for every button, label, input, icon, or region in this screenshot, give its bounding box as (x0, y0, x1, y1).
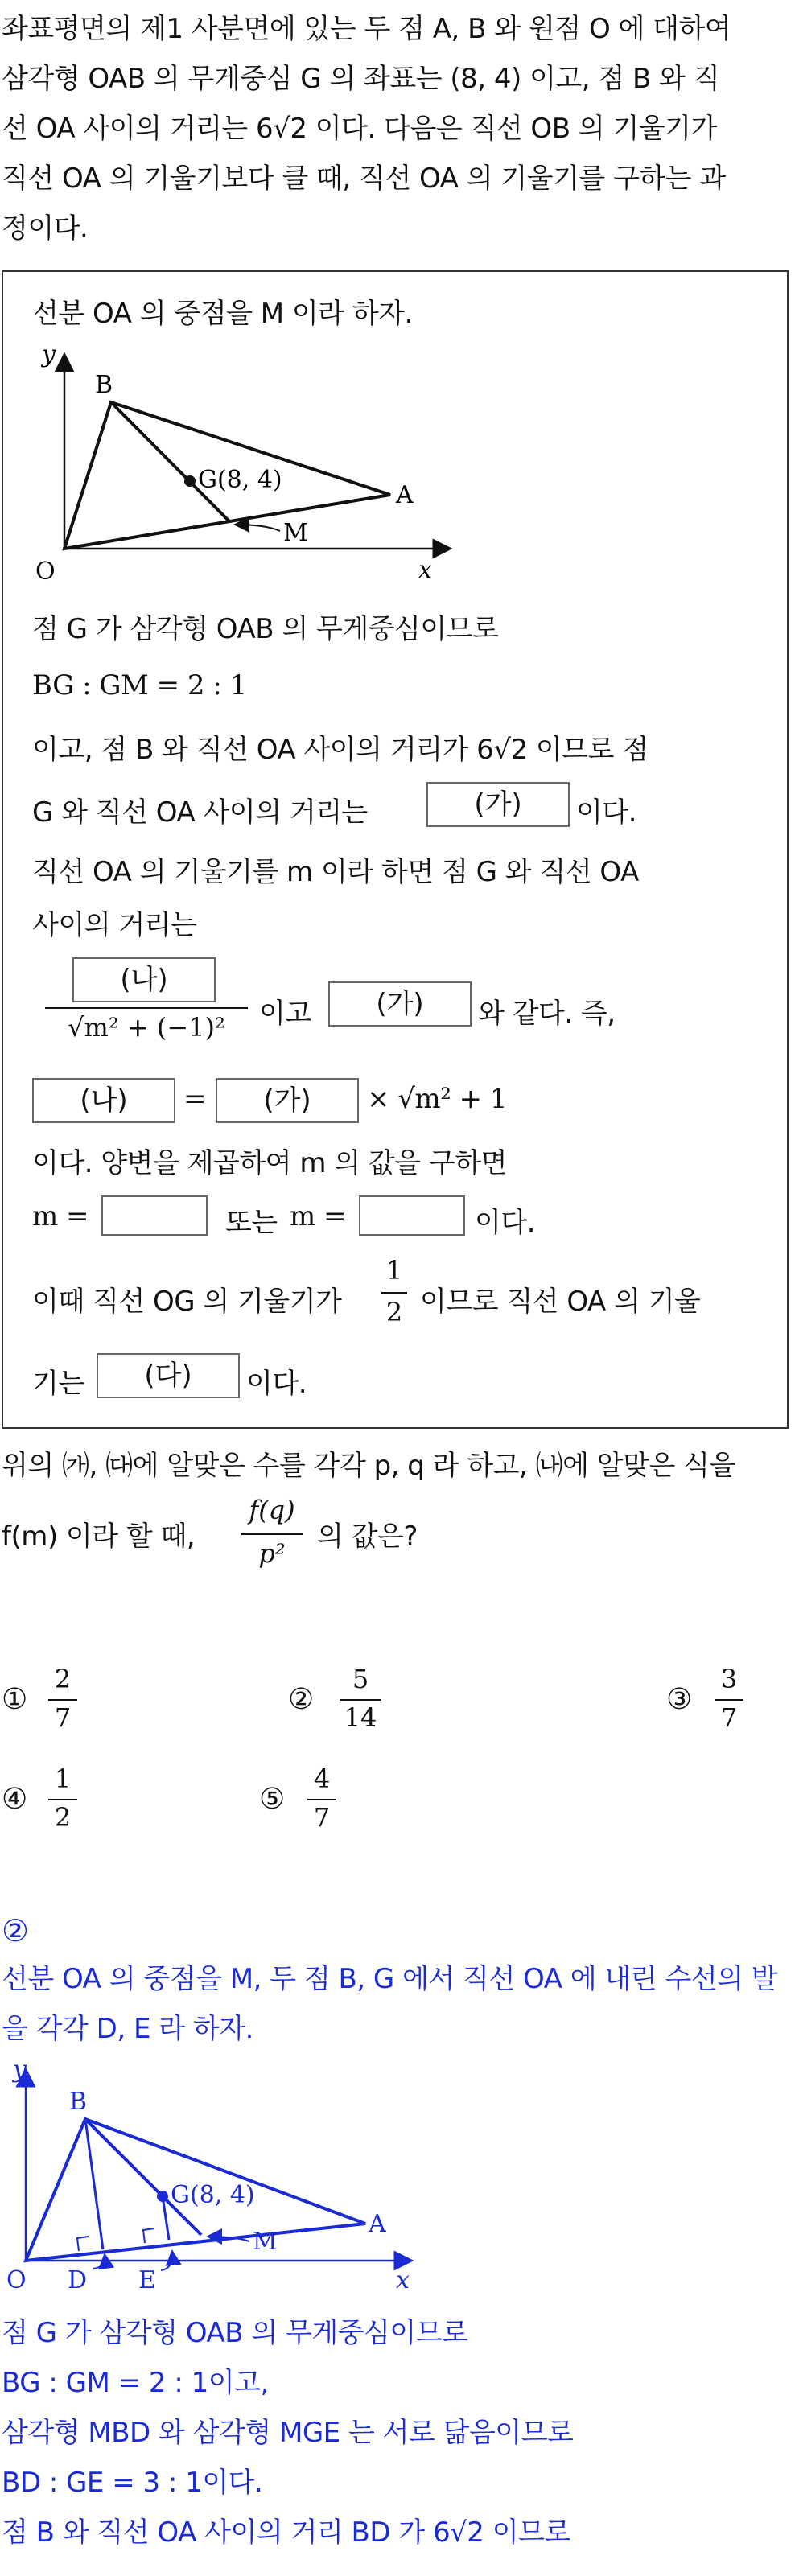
half-numerator: 1 (385, 1255, 403, 1286)
triangle-diagram (24, 338, 475, 595)
blank-na-2: (나) (32, 1078, 175, 1123)
solution-answer: ② (2, 1913, 29, 1948)
blank-ga: (가) (426, 782, 570, 827)
box-line-da-b: 이다. (246, 1368, 307, 1400)
fraction-bar (45, 1007, 248, 1009)
choice-3-bar (715, 1699, 743, 1701)
solution-line-3: 점 G 가 삼각형 OAB 의 무게중심이므로 (2, 2317, 468, 2349)
choice-mark: ② (288, 1683, 315, 1716)
choice-2[interactable] (288, 1683, 314, 1716)
box-line-da-a: 기는 (32, 1368, 84, 1400)
choice-mark: ⑤ (259, 1783, 286, 1816)
choice-1[interactable] (2, 1683, 27, 1716)
sol-point-D-label: D (68, 2266, 88, 2294)
choice-4[interactable] (2, 1783, 27, 1816)
choice-mark: ④ (2, 1783, 28, 1816)
choice-5-den: 7 (313, 1802, 331, 1833)
solution-line-1: 선분 OA 의 중점을 M, 두 점 B, G 에서 직선 OA 에 내린 수선의 발 (2, 1963, 778, 1995)
sol-point-M-label: M (253, 2228, 278, 2256)
fraction-denominator: √m² + (−1)² (68, 1012, 225, 1043)
choice-4-num: 1 (54, 1763, 72, 1794)
choice-2-num: 5 (352, 1664, 369, 1694)
blank-da: (다) (97, 1353, 240, 1398)
choice-mark: ③ (666, 1683, 693, 1716)
choice-1-den: 7 (54, 1702, 72, 1733)
choice-4-bar (48, 1799, 77, 1800)
box-line-square: 이다. 양변을 제곱하여 m 의 값을 구하면 (32, 1147, 507, 1179)
axis-x-label: x (418, 556, 432, 584)
axis-y-label: y (42, 340, 56, 368)
point-B-label: B (95, 371, 113, 399)
question-line-2a: f(m) 이라 할 때, (2, 1520, 196, 1553)
choice-3-num: 3 (720, 1664, 738, 1694)
blank-ga-3: (가) (216, 1078, 359, 1123)
box-line-og-a: 이때 직선 OG 의 기울기가 (32, 1286, 342, 1318)
box-line-m-end: 이다. (475, 1207, 535, 1239)
solution-diagram (2, 2053, 452, 2294)
sol-point-A-label: A (369, 2210, 386, 2238)
solution-line-7: 점 B 와 직선 OA 사이의 거리 BD 가 6√2 이므로 (2, 2516, 570, 2549)
box-line-midpoint: 선분 OA 의 중점을 M 이라 하자. (32, 298, 413, 330)
problem-line: 삼각형 OAB 의 무게중심 G 의 좌표는 (8, 4) 이고, 점 B 와 직 (2, 63, 720, 95)
choice-3[interactable] (666, 1683, 692, 1716)
problem-line: 정이다. (2, 212, 89, 245)
choice-3-den: 7 (720, 1702, 738, 1733)
problem-line: 직선 OA 의 기울기보다 클 때, 직선 OA 의 기울기를 구하는 과 (2, 163, 726, 195)
point-M-label: M (283, 519, 308, 547)
question-frac-bar (241, 1533, 303, 1535)
m-equals-2: m = (290, 1200, 347, 1232)
box-line-na-b: 와 같다. 즉, (478, 998, 616, 1030)
point-A-label: A (396, 481, 414, 509)
point-O-label: O (35, 558, 56, 586)
box-line-na-a: 이고 (259, 998, 311, 1030)
solution-line-5: 삼각형 MBD 와 삼각형 MGE 는 서로 닮음이므로 (2, 2417, 574, 2449)
sol-axis-y-label: y (13, 2055, 27, 2084)
problem-line: 좌표평면의 제1 사분면에 있는 두 점 A, B 와 원점 O 에 대하여 (2, 13, 731, 45)
choice-1-bar (48, 1699, 77, 1701)
sol-point-G-label: G(8, 4) (171, 2181, 255, 2209)
solution-line-6: BD : GE = 3 : 1이다. (2, 2467, 263, 2499)
question-frac-num: f(q) (249, 1495, 295, 1525)
choice-5[interactable] (259, 1783, 285, 1816)
blank-ga-2: (가) (328, 981, 472, 1027)
question-line-2b: 의 값은? (317, 1520, 418, 1553)
solution-line-2: 을 각각 D, E 라 하자. (2, 2013, 253, 2045)
solution-line-4: BG : GM = 2 : 1이고, (2, 2367, 269, 2399)
sol-point-B-label: B (69, 2088, 88, 2116)
box-line-slope-m: 직선 OA 의 기울기를 m 이라 하면 점 G 와 직선 OA (32, 856, 639, 888)
box-line-ga-a: G 와 직선 OA 사이의 거리는 (32, 796, 368, 829)
m-equals-1: m = (32, 1200, 89, 1232)
equals-sign: = (183, 1083, 206, 1115)
ratio-bg-gm: BG : GM = 2 : 1 (32, 669, 247, 702)
blank-m-value-1 (101, 1195, 208, 1236)
choice-5-bar (307, 1799, 336, 1800)
half-bar (381, 1292, 407, 1294)
box-line-ga-b: 이다. (576, 796, 636, 829)
box-line-og-b: 이므로 직선 OA 의 기울 (420, 1286, 701, 1318)
blank-m-value-2 (359, 1195, 465, 1236)
question-frac-den: p² (258, 1538, 286, 1569)
sol-point-E-label: E (138, 2266, 156, 2294)
times-sqrt: × √m² + 1 (367, 1083, 508, 1115)
point-G-label: G(8, 4) (198, 466, 282, 494)
choice-mark: ① (2, 1683, 28, 1716)
half-denominator: 2 (385, 1297, 403, 1327)
or-label: 또는 (225, 1207, 278, 1239)
choice-2-den: 14 (344, 1702, 377, 1733)
problem-line: 선 OA 사이의 거리는 6√2 이다. 다음은 직선 OB 의 기울기가 (2, 113, 717, 145)
box-line-distance-intro: 사이의 거리는 (32, 909, 197, 941)
sol-axis-x-label: x (396, 2266, 410, 2294)
sol-point-O-label: O (6, 2266, 27, 2294)
box-line-distance: 이고, 점 B 와 직선 OA 사이의 거리가 6√2 이므로 점 (32, 734, 649, 766)
choice-5-num: 4 (313, 1763, 331, 1794)
blank-na-numerator: (나) (72, 957, 216, 1002)
question-line-1: 위의 ㈎, ㈐에 알맞은 수를 각각 p, q 라 하고, ㈏에 알맞은 식을 (2, 1450, 735, 1482)
choice-2-bar (340, 1699, 381, 1701)
box-line-centroid: 점 G 가 삼각형 OAB 의 무게중심이므로 (32, 613, 499, 645)
choice-1-num: 2 (54, 1664, 72, 1694)
choice-4-den: 2 (54, 1802, 72, 1833)
